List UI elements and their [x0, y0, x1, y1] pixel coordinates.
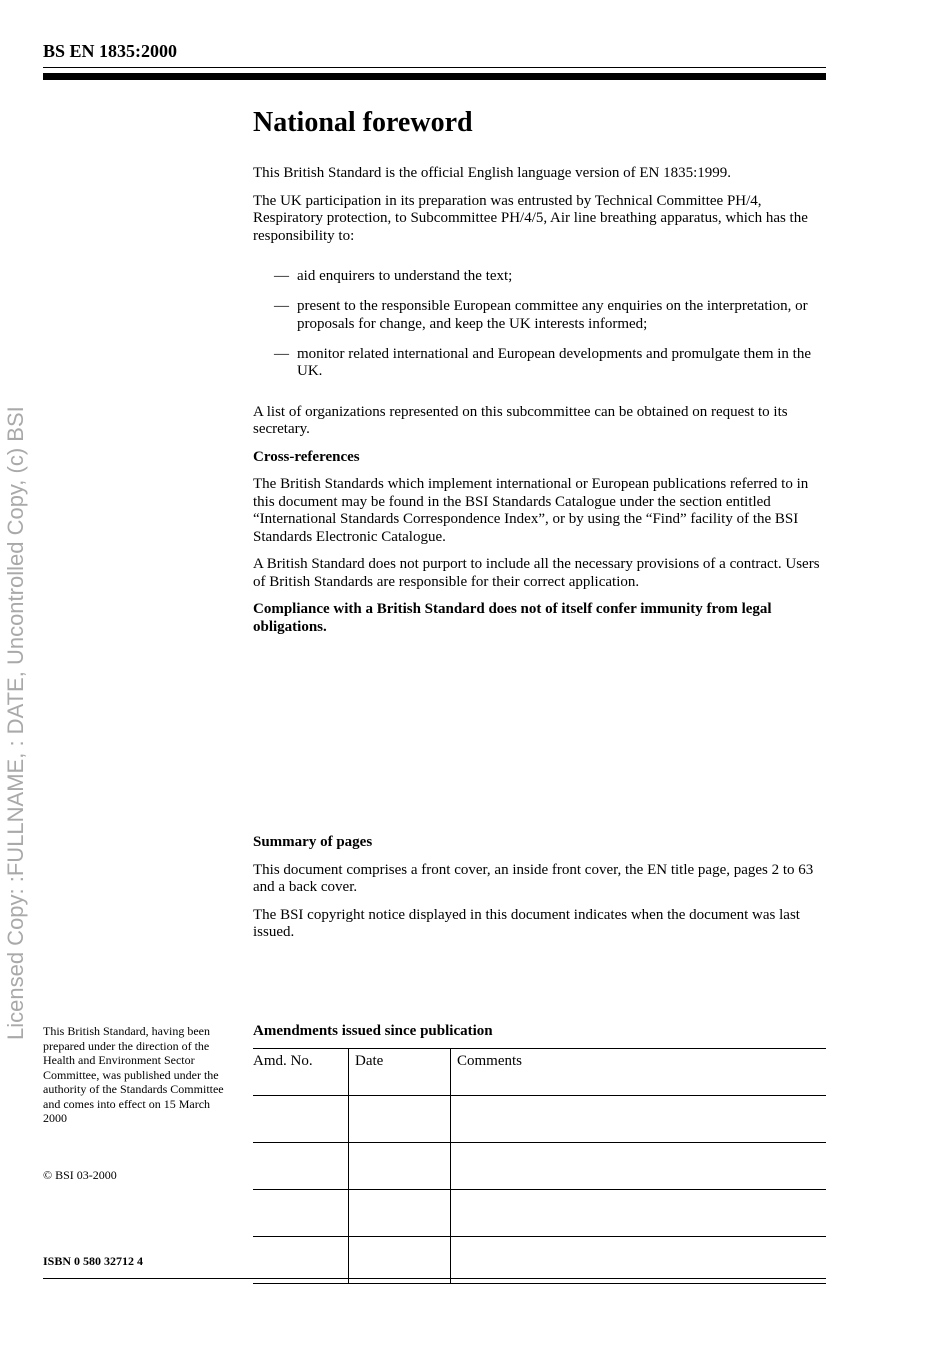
- table-header-row: [253, 1049, 826, 1096]
- table-row: [253, 1096, 826, 1143]
- table-cell: [349, 1096, 451, 1143]
- paragraph-provisions: A British Standard does not purport to include all the necessary provisions of a contract. Users of British Standards are responsible for their correct application.: [253, 556, 820, 590]
- watermark: Licensed Copy: :FULLNAME, : DATE, Uncontrolled Copy, (c) BSI: [3, 406, 28, 1040]
- summary-heading: Summary of pages: [253, 834, 373, 850]
- column-header-date: Date: [349, 1049, 451, 1096]
- amendments-title: Amendments issued since publication: [253, 1023, 493, 1039]
- document-id: BS EN 1835:2000: [43, 41, 178, 61]
- paragraph-copyright-notice: The BSI copyright notice displayed in this document indicates when the document was last issued.: [253, 906, 800, 940]
- paragraph-organizations: A list of organizations represented on this subcommittee can be obtained on request to its secretary.: [253, 403, 788, 437]
- list-item: — present to the responsible European committee any enquiries on the interpretation, or proposals for change, and keep the UK interests informed;: [274, 298, 808, 332]
- table-cell: [451, 1237, 827, 1284]
- table-cell: [253, 1096, 349, 1143]
- footer-rule: [43, 1278, 826, 1279]
- foreword-body: [253, 165, 828, 646]
- table-cell: [253, 1143, 349, 1190]
- table-cell: [349, 1190, 451, 1237]
- list-item: — aid enquirers to understand the text;: [274, 268, 513, 284]
- compliance-statement: Compliance with a British Standard does not of itself confer immunity from legal obligations.: [253, 601, 772, 635]
- table-row: [253, 1190, 826, 1237]
- table-cell: [451, 1096, 827, 1143]
- responsibility-list: [253, 268, 828, 381]
- dash-marker: —: [274, 268, 289, 284]
- table-cell: [349, 1143, 451, 1190]
- summary-section: [253, 834, 828, 952]
- page-title: National foreword: [253, 107, 473, 138]
- crossref-heading: Cross-references: [253, 448, 360, 465]
- table-row: [253, 1143, 826, 1190]
- paragraph-crossref: The British Standards which implement international or European publications referred to in this document may be found in the BSI Standards Catalogue under the section entitled “International Standards Correspondence Index”, or by using the “Find” facility of the BSI Standards Electronic Catalogue.: [253, 476, 809, 545]
- column-header-amd-no: Amd. No.: [253, 1049, 349, 1096]
- table-cell: [253, 1237, 349, 1284]
- isbn: ISBN 0 580 32712 4: [43, 1254, 144, 1268]
- paragraph-official-version: This British Standard is the official English language version of EN 1835:1999.: [253, 165, 731, 181]
- dash-marker: —: [274, 298, 289, 314]
- paragraph-summary: This document comprises a front cover, an inside front cover, the EN title page, pages 2 to 63 and a back cover.: [253, 861, 814, 895]
- table-cell: [253, 1190, 349, 1237]
- column-header-comments: Comments: [451, 1049, 827, 1096]
- list-item: — monitor related international and European developments and promulgate them in the UK.: [274, 345, 812, 379]
- amendments-table: [253, 1048, 826, 1284]
- table-cell: [451, 1143, 827, 1190]
- table-row: [253, 1237, 826, 1284]
- table-cell: [451, 1190, 827, 1237]
- table-cell: [349, 1237, 451, 1284]
- copyright-line: © BSI 03-2000: [43, 1168, 117, 1182]
- paragraph-uk-participation: The UK participation in its preparation was entrusted by Technical Committee PH/4, Respiratory protection, to Subcommittee PH/4/5, Air line breathing apparatus, which has the responsibility to:: [253, 192, 808, 244]
- dash-marker: —: [274, 345, 289, 362]
- publication-note: This British Standard, having been prepared under the direction of the Health and Environment Sector Committee, was published under the authority of the Standards Committee and comes into effect on 15 March 2000: [43, 1024, 224, 1125]
- header-thick-rule: [43, 73, 826, 80]
- header-thin-rule: [43, 67, 826, 68]
